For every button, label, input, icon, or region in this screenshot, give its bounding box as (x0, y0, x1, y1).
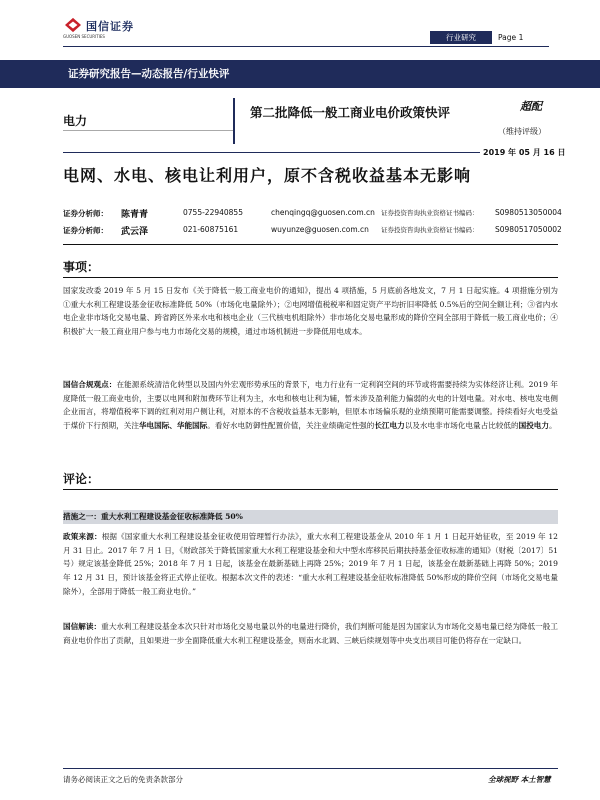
analyst-phone: 0755-22940855 (183, 208, 243, 217)
stock-highlight: 华电国际、华能国际 (138, 421, 208, 431)
brand-name: 国信证券 (86, 20, 134, 33)
cert-number: S0980517050002 (495, 225, 562, 234)
disclaimer-note: 请务必阅读正文之后的免责条款部分 (63, 775, 183, 784)
policy-paragraph: 政策来源：根据《国家重大水利工程建设基金征收使用管理暂行办法》，重大水利工程建设基金从 2010 年 1 月 1 日起开始征收，至 2019 年 12 月 31 日止。2017 年 7 月 1 日，《财政部关于降低国家重大水利工程建设基金和大中型水库移民后期扶持基金征收标准的通知》（财税〔2017〕51 号）规定该基金降低 25%；2018 年 7 月 1 日起，该基金在最新基础上再降 25%；2019 年 7 月 1 日起，该基金在最新基础上再降 50%；2019 年 12 月 31 日，预计该基金将正式停止征收。根据本次文件的表述：“重大水利工程建设基金征收标准降低 50%形成的降价空间（市场化交易电量除外），全部用于降低一般工商业电价。” (63, 532, 558, 596)
cert-label: 证券投资咨询执业资格证书编码： (381, 209, 479, 217)
comment-heading: 评论： (63, 472, 100, 486)
analyst-rule (63, 244, 558, 245)
comment-rule (63, 489, 558, 490)
report-type-text: 证券研究报告—动态报告/行业快评 (68, 68, 230, 80)
guosen-logo-icon (63, 17, 83, 33)
cert-label: 证券投资咨询执业资格证书编码： (381, 226, 479, 234)
sector-rule (63, 130, 233, 131)
analyst-label: 证券分析师： (63, 226, 108, 235)
header-rule (63, 46, 549, 47)
industry-research-tag: 行业研究 (430, 31, 492, 44)
view-label: 国信合规观点： (63, 380, 117, 389)
page-indicator: Page 1 (498, 33, 524, 42)
analyst-label: 证券分析师： (63, 209, 108, 218)
cert-number: S0980513050004 (495, 208, 562, 217)
interpretation-paragraph: 国信解读：重大水利工程建设基金本次只针对市场化交易电量以外的电量进行降价，我们判断可能是因为国家认为市场化交易电量已经为降低一般工商业电价作出了贡献，且如果进一步全面降低重大水利工程建设基金，则南水北调、三峡后续规划等中央支出项目可能仍将存在一定缺口。 (63, 622, 558, 645)
rating: 超配 (520, 100, 542, 113)
view-paragraph: 国信合规观点：在能源系统清洁化转型以及国内外宏观形势承压的背景下，电力行业有一定利润空间的环节或将需要持续为实体经济让利。2019 年度降低一般工商业电价，主要以电网和附加费环节让利为主，水电和核电让利为辅，暂未涉及盈利能力偏弱的火电的计划电量。对水电、核电发电侧企业而言，将增值税率下调的红利对用户侧让利，对原本的不含税收益基本无影响，但原本市场偏乐观的业绩预期可能需要调整。持续看好火电受益于煤价下行预期，关注华电国际、华能国际。看好水电防御性配置价值，关注业绩确定性强的长江电力以及水电非市场化电量占比较低的国投电力。 (63, 380, 559, 431)
event-paragraph: 国家发改委 2019 年 5 月 15 日发布《关于降低一般工商业电价的通知》，提出 4 项措施，5 月底前各地发文，7 月 1 日起实施。4 项措施分别为①重大水利工程建设基金征收标准降低 50%（市场化电量除外）；②电网增值税税率和固定资产平均折旧率降低 0.5%后的空间全额让利；③省内水电企业非市场化交易电量、跨省跨区外来水电和核电企业（三代核电机组除外）非市场化交易电量形成的降价空间全部用于降低一般工商业电价；④积极扩大一般工商业用户参与电力市场化交易的规模，通过市场机制进一步降低用电成本。 (63, 286, 558, 337)
event-rule (63, 277, 558, 278)
measure-heading: 措施之一：重大水利工程建设基金征收标准降低 50% (63, 512, 243, 521)
analyst-phone: 021-60875161 (183, 225, 239, 234)
report-date: 2019 年 05 月 16 日 (480, 147, 568, 158)
analyst-name: 陈青青 (121, 210, 149, 220)
stock-highlight: 国投电力 (518, 421, 549, 431)
brand-subtitle: GUOSEN SECURITIES (63, 34, 105, 39)
report-title: 第二批降低一般工商业电价政策快评 (250, 105, 451, 120)
stock-highlight: 长江电力 (374, 421, 405, 431)
policy-label: 政策来源： (63, 532, 102, 541)
analyst-email[interactable]: wuyunze@guosen.com.cn (271, 225, 369, 234)
analyst-name: 武云泽 (121, 227, 149, 237)
event-heading: 事项： (63, 260, 100, 274)
analyst-email[interactable]: chenqingq@guosen.com.cn (271, 208, 375, 217)
interpretation-label: 国信解读： (63, 622, 102, 631)
headline: 电网、水电、核电让利用户，原不含税收益基本无影响 (63, 166, 472, 185)
sector-label: 电力 (63, 114, 88, 128)
footer-rule (63, 768, 558, 769)
footer-slogan: 全球视野 本土智慧 (488, 775, 551, 784)
rating-status: （维持评级） (498, 127, 546, 136)
